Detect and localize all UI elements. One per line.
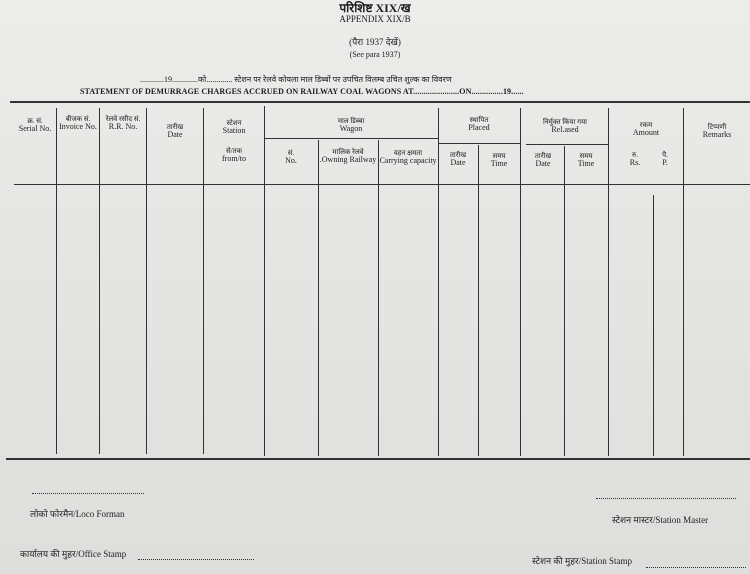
col-divider-10	[520, 108, 521, 456]
header-wagon-group: माल डिब्बा Wagon	[337, 117, 365, 134]
header-wagon-no: सं. No.	[285, 149, 297, 166]
col-divider-7	[378, 140, 379, 456]
col-divider-14	[683, 108, 684, 456]
col-divider-2	[99, 108, 100, 454]
header-owning-railway: मालिक रेलवे .Owning Railway	[319, 148, 377, 165]
header-released-date: तारीख Date	[534, 152, 552, 169]
col-divider-1	[56, 108, 57, 454]
loco-foreman-signature-line	[32, 493, 144, 494]
header-serial-no: क्र. सं. Serial No.	[18, 117, 52, 134]
released-group-divider	[526, 144, 608, 145]
header-rr-no: रेलवे रसीद सं. R.R. No.	[105, 115, 141, 132]
statement-heading-hindi: ............19.............को............. स्टेशन पर रेलवे कोयला माल डिब्बों पर उपचित विलम्ब उचित शुल्क का विवरण	[140, 75, 452, 84]
header-station: स्टेशन Station	[222, 119, 246, 136]
header-placed-date: तारीख Date	[449, 151, 467, 168]
header-amount-group: रकम Amount	[632, 121, 660, 138]
col-divider-9	[478, 145, 479, 456]
header-amount-p: पै. P.	[662, 151, 668, 168]
header-invoice-no: बीजक सं. Invoice No.	[59, 115, 97, 132]
header-amount-rs: रु. Rs.	[629, 151, 641, 168]
para-reference-english: (See para 1937)	[349, 50, 401, 59]
table-bottom-border	[6, 458, 750, 460]
appendix-title-hindi: परिशिष्ट XIX/ख	[339, 1, 411, 15]
header-carrying-capacity: वहन क्षमता Carrying capacity	[379, 149, 437, 166]
office-stamp-line	[138, 559, 254, 560]
station-stamp-label: स्टेशन की मुहर/Station Stamp	[532, 556, 632, 566]
placed-group-divider	[438, 143, 520, 144]
header-remarks: टिप्पणी Remarks	[702, 123, 732, 140]
header-placed-time: समय Time	[490, 152, 508, 169]
header-bottom-border	[14, 184, 750, 185]
header-released-group: निर्मुक्त किया गया Rel.ased	[542, 118, 587, 135]
col-divider-12	[608, 108, 609, 456]
para-reference-hindi: (पैरा 1937 देखें)	[349, 37, 401, 47]
header-released-time: समय Time	[577, 152, 595, 169]
header-date: तारीख Date	[166, 123, 184, 140]
header-station-from-to: से/तक from/to	[222, 147, 246, 164]
wagon-group-divider	[264, 138, 438, 139]
statement-heading-english: STATEMENT OF DEMURRAGE CHARGES ACCRUED ON RAILWAY COAL WAGONS AT......................ON...............19......	[80, 87, 524, 96]
col-divider-6	[318, 140, 319, 456]
station-stamp-line	[646, 567, 746, 568]
station-master-signature-line	[596, 498, 736, 499]
office-stamp-label: कार्यालय की मुहर/Office Stamp	[20, 549, 127, 559]
col-divider-3	[146, 108, 147, 454]
table-top-border	[10, 101, 750, 103]
loco-foreman-label: लोको फोरमैन/Loco Forman	[30, 509, 125, 519]
col-divider-13	[653, 195, 654, 456]
station-master-label: स्टेशन मास्टर/Station Master	[612, 515, 709, 525]
appendix-title-english: APPENDIX XIX/B	[339, 14, 411, 24]
col-divider-11	[564, 146, 565, 456]
header-placed-group: स्थापित Placed	[468, 116, 490, 133]
